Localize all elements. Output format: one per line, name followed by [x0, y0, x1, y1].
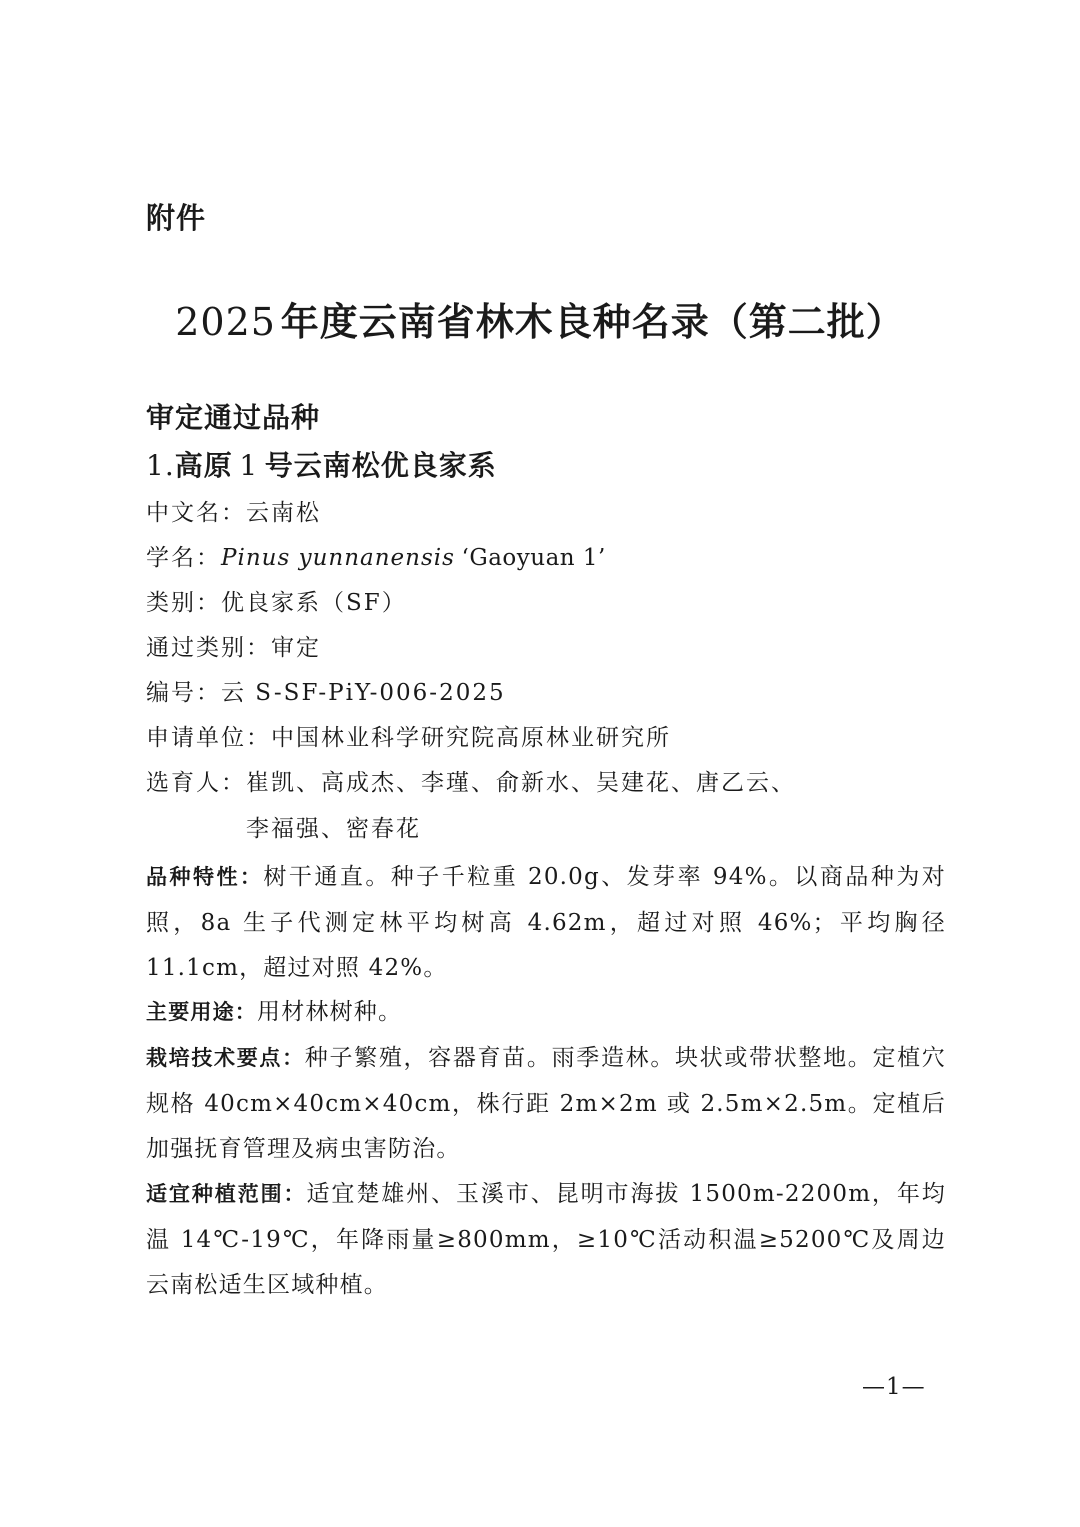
- field-breeders-continued: [246, 814, 421, 844]
- field-value: 中国林业科学研究院高原林业研究所: [271, 725, 671, 751]
- breeders-line-2: 李福强、密春花: [246, 816, 421, 842]
- field-label: 申请单位：: [146, 725, 271, 751]
- field-label: 编号：: [146, 680, 221, 706]
- field-label: 中文名：: [146, 500, 246, 526]
- paragraph-characteristics: [146, 855, 946, 992]
- scientific-species: Pinus yunnanensis: [221, 545, 455, 571]
- field-scientific-name: [146, 543, 606, 573]
- paragraph-main-use: [146, 990, 946, 1036]
- document-title-year: 2025: [175, 300, 276, 344]
- field-value: 审定: [271, 635, 321, 661]
- field-breeders: [146, 768, 796, 798]
- variety-name-num: 1: [239, 449, 259, 482]
- section-heading: 审定通过品种: [146, 401, 321, 434]
- variety-number: 1.: [146, 449, 175, 482]
- field-label: 学名：: [146, 545, 221, 571]
- field-chinese-name: [146, 498, 321, 528]
- paragraph-text: 种子繁殖，容器育苗。雨季造林。块状或带状整地。定植穴规格 40cm×40cm×40cm，株行距 2m×2m 或 2.5m×2.5m。定植后加强抚育管理及病虫害防治。: [146, 1045, 947, 1162]
- paragraph-planting-range: [146, 1172, 946, 1309]
- paragraph-label: 适宜种植范围：: [146, 1182, 307, 1206]
- field-value: 云 S-SF-PiY-006-2025: [221, 680, 506, 706]
- paragraph-text: 用材林树种。: [257, 999, 403, 1025]
- paragraph-label: 主要用途：: [146, 1000, 257, 1024]
- paragraph-label: 栽培技术要点：: [146, 1046, 305, 1070]
- document-title-text: 年度云南省林木良种名录（第二批）: [280, 300, 905, 344]
- variety-name-prefix: 高原: [174, 449, 233, 482]
- paragraph-cultivation: [146, 1036, 946, 1173]
- paragraph-label: 品种特性：: [146, 865, 264, 889]
- field-label: 通过类别：: [146, 635, 271, 661]
- field-category: [146, 588, 407, 618]
- scientific-cultivar: ‘Gaoyuan 1’: [461, 545, 606, 571]
- field-applicant: [146, 723, 671, 753]
- paragraph-text: 树干通直。种子千粒重 20.0g、发芽率 94%。以商品种为对照，8a 生子代测定林平均树高 4.62m，超过对照 46%；平均胸径 11.1cm，超过对照 42%。: [146, 864, 946, 981]
- field-label: 类别：: [146, 590, 221, 616]
- field-value: 云南松: [246, 500, 321, 526]
- variety-name-suffix: 号云南松优良家系: [264, 449, 497, 482]
- paragraph-text: 适宜楚雄州、玉溪市、昆明市海拔 1500m-2200m，年均温 14℃-19℃，年降雨量≥800mm，≥10℃活动积温≥5200℃及周边云南松适生区域种植。: [146, 1181, 946, 1298]
- field-value: 优良家系（SF）: [221, 590, 407, 616]
- field-label: 选育人：: [146, 770, 246, 796]
- attachment-label: 附件: [146, 201, 207, 235]
- breeders-line-1: 崔凯、高成杰、李瑾、俞新水、吴建花、唐乙云、: [246, 770, 796, 796]
- page-number: —1—: [862, 1374, 926, 1400]
- field-code: [146, 678, 506, 708]
- field-pass-type: [146, 633, 321, 663]
- document-title: [140, 296, 940, 348]
- variety-title: [146, 446, 497, 486]
